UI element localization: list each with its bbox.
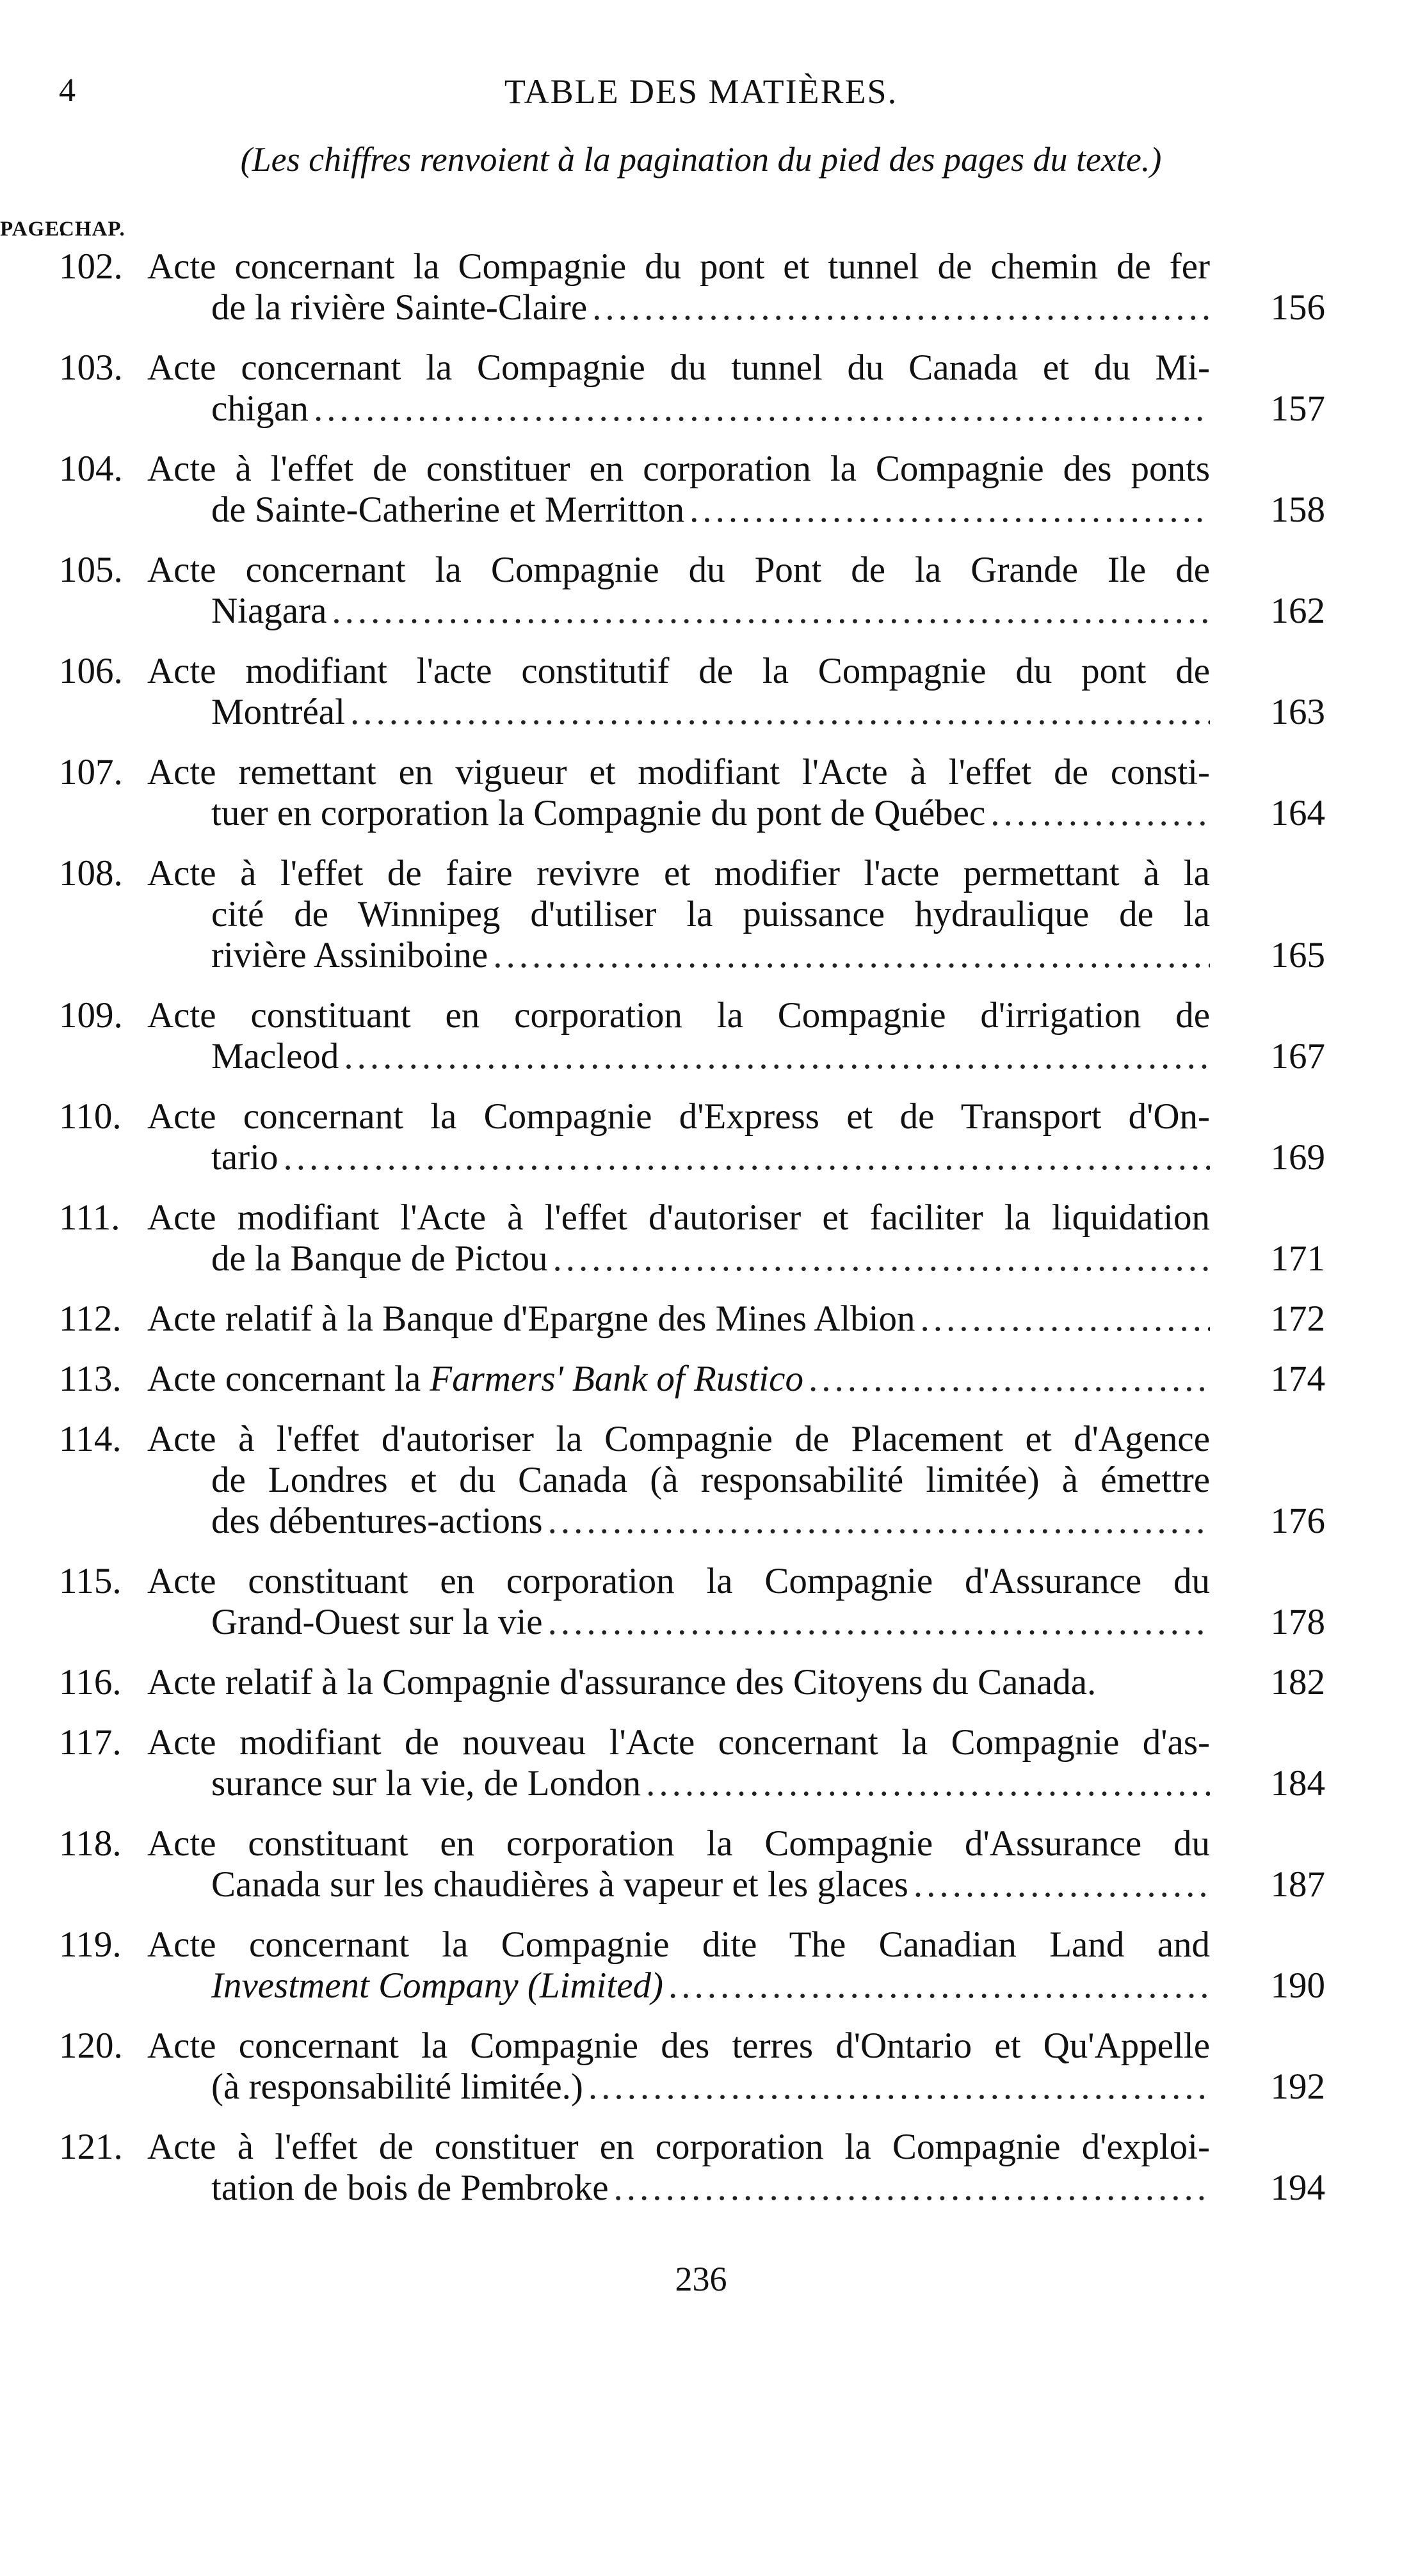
entry-title-italic: Farmers' Bank of Rustico <box>430 1359 803 1399</box>
page-reference: 163 <box>1270 692 1325 732</box>
page-reference: 184 <box>1270 1763 1325 1804</box>
entry-title-text: tation de bois de Pembroke <box>211 2168 609 2208</box>
entry-title-text: Acte relatif à la Banque d'Epargne des Mines Albion <box>147 1299 915 1339</box>
page-reference: 176 <box>1270 1501 1325 1541</box>
chapter-number: 105. <box>59 550 123 590</box>
entry-title-text: Acte relatif à la Compagnie d'assurance des Citoyens du Canada. <box>147 1662 1097 1702</box>
entry-title-text: des débentures-actions <box>211 1501 543 1541</box>
dot-leader <box>344 1036 1210 1077</box>
running-title: TABLE DES MATIÈRES. <box>504 72 898 111</box>
entry-title-last-line <box>147 1359 1210 1400</box>
dot-leader <box>646 1763 1210 1804</box>
entry-title-last-line <box>211 490 1210 531</box>
page-reference: 167 <box>1270 1036 1325 1076</box>
entry-title-text: Investment Company (Limited) <box>211 1965 664 2006</box>
entry-title-text: Niagara <box>211 591 327 631</box>
chapter-number: 103. <box>59 348 123 388</box>
page-reference: 172 <box>1270 1299 1325 1339</box>
entry-title-last-line <box>211 692 1210 733</box>
entry-title-line: Acte modifiant l'Acte à l'effet d'autoriser et faciliter la liquidation <box>147 1197 1210 1238</box>
entry-title-line: Acte concernant la Compagnie du Pont de la Grande Ile de <box>147 550 1210 590</box>
pagination-note: (Les chiffres renvoient à la pagination du pied des pages du texte.) <box>240 140 1162 179</box>
page-reference: 194 <box>1270 2168 1325 2208</box>
chapter-number: 115. <box>59 1561 122 1601</box>
entry-title-line: Acte concernant la Compagnie d'Express et de Transport d'On- <box>147 1096 1210 1137</box>
entry-title-text: (à responsabilité limitée.) <box>211 2067 583 2107</box>
chapter-number: 110. <box>59 1096 122 1137</box>
chapter-number: 114. <box>59 1419 122 1459</box>
page-reference: 164 <box>1270 793 1325 833</box>
entry-title-text: Acte concernant la <box>147 1359 421 1399</box>
entry-title-last-line <box>211 1965 1210 2006</box>
chapter-number: 117. <box>59 1722 122 1763</box>
page-reference: 156 <box>1270 287 1325 328</box>
chapter-number: 108. <box>59 853 123 893</box>
page-reference: 158 <box>1270 490 1325 530</box>
entry-title-last-line <box>211 1602 1210 1643</box>
entry-title-text: Grand-Ouest sur la vie <box>211 1602 543 1642</box>
page-reference: 190 <box>1270 1965 1325 2006</box>
entry-title-last-line <box>211 1501 1210 1542</box>
page-reference: 162 <box>1270 591 1325 631</box>
chapter-number: 104. <box>59 449 123 489</box>
entry-title-line: Acte concernant la Compagnie du pont et tunnel de chemin de fer <box>147 246 1210 287</box>
page-reference: 178 <box>1270 1602 1325 1642</box>
entry-title-last-line <box>211 1238 1210 1279</box>
entry-title-line: Acte concernant la Compagnie dite The Canadian Land and <box>147 1924 1210 1965</box>
page-reference: 174 <box>1270 1359 1325 1399</box>
chapter-number: 106. <box>59 651 123 691</box>
chapter-number: 102. <box>59 246 123 287</box>
chapter-number: 111. <box>59 1197 120 1238</box>
chapter-number: 118. <box>59 1823 122 1864</box>
entry-title-line: cité de Winnipeg d'utiliser la puissance hydraulique de la <box>211 894 1210 934</box>
dot-leader <box>592 287 1210 328</box>
entry-title-text: Macleod <box>211 1036 339 1076</box>
page-reference: 182 <box>1270 1662 1325 1702</box>
chapter-number: 109. <box>59 995 123 1036</box>
entry-title-text: tuer en corporation la Compagnie du pont de Québec <box>211 793 986 833</box>
entry-title-line: Acte modifiant de nouveau l'Acte concernant la Compagnie d'as- <box>147 1722 1210 1763</box>
page-number: 4 <box>59 72 76 109</box>
entry-title-line: Acte concernant la Compagnie des terres d'Ontario et Qu'Appelle <box>147 2026 1210 2066</box>
dot-leader <box>350 692 1210 733</box>
entry-title-line: Acte constituant en corporation la Compagnie d'Assurance du <box>147 1561 1210 1601</box>
entry-title-text: de la rivière Sainte-Claire <box>211 287 588 328</box>
dot-leader <box>332 591 1210 632</box>
page-header <box>0 72 1402 116</box>
page-reference: 187 <box>1270 1864 1325 1905</box>
entry-title-text: tario <box>211 1137 278 1178</box>
entry-title-line: Acte modifiant l'acte constitutif de la Compagnie du pont de <box>147 651 1210 691</box>
entry-title-line: Acte constituant en corporation la Compagnie d'Assurance du <box>147 1823 1210 1864</box>
dot-leader <box>548 1501 1210 1542</box>
entry-title-last-line <box>211 388 1210 429</box>
entry-title-line: Acte à l'effet de faire revivre et modifier l'acte permettant à la <box>147 853 1210 893</box>
dot-leader <box>614 2168 1210 2209</box>
chapter-number: 113. <box>59 1359 122 1399</box>
entry-title-text: de Sainte-Catherine et Merritton <box>211 490 685 530</box>
entry-title-line: Acte constituant en corporation la Compagnie d'irrigation de <box>147 995 1210 1036</box>
entry-title-text: Canada sur les chaudières à vapeur et les glaces <box>211 1864 908 1905</box>
entry-title-text: surance sur la vie, de London <box>211 1763 641 1804</box>
entry-title-last-line <box>211 793 1210 834</box>
entry-title-line: Acte à l'effet d'autoriser la Compagnie de Placement et d'Agence <box>147 1419 1210 1459</box>
dot-leader <box>689 490 1210 531</box>
entry-title-text: chigan <box>211 388 309 429</box>
entry-title-last-line <box>211 2067 1210 2108</box>
page-reference: 165 <box>1270 935 1325 975</box>
entry-title-last-line <box>147 1299 1210 1340</box>
dot-leader <box>283 1137 1210 1178</box>
dot-leader <box>588 2067 1210 2108</box>
dot-leader <box>914 1864 1210 1905</box>
page-column-heading: PAGE. <box>0 218 66 241</box>
entry-title-line: Acte à l'effet de constituer en corporation la Compagnie des ponts <box>147 449 1210 489</box>
dot-leader <box>548 1602 1210 1643</box>
page-reference: 157 <box>1270 388 1325 429</box>
dot-leader <box>990 793 1210 834</box>
dot-leader <box>493 935 1210 976</box>
page-reference: 171 <box>1270 1238 1325 1279</box>
entry-title-last-line <box>211 1864 1210 1905</box>
entry-title-line: de Londres et du Canada (à responsabilité limitée) à émettre <box>211 1460 1210 1500</box>
dot-leader <box>314 388 1210 429</box>
entry-title-last-line <box>211 1763 1210 1804</box>
entry-title-line: Acte à l'effet de constituer en corporation la Compagnie d'exploi- <box>147 2127 1210 2167</box>
chapter-number: 120. <box>59 2026 123 2066</box>
entry-title-last-line <box>211 2168 1210 2209</box>
entry-title-last-line <box>211 935 1210 976</box>
dot-leader <box>668 1965 1210 2006</box>
chapter-number: 121. <box>59 2127 123 2167</box>
entry-title-last-line <box>147 1662 1210 1703</box>
entry-title-last-line <box>211 287 1210 328</box>
page-reference: 192 <box>1270 2067 1325 2107</box>
chapter-column-heading: CHAP. <box>59 218 125 241</box>
entry-title-line: Acte remettant en vigueur et modifiant l'Acte à l'effet de consti- <box>147 752 1210 792</box>
entry-title-last-line <box>211 1036 1210 1077</box>
page-reference: 169 <box>1270 1137 1325 1178</box>
page-folio: 236 <box>675 2260 727 2298</box>
dot-leader <box>921 1299 1210 1340</box>
entry-title-line: Acte concernant la Compagnie du tunnel du Canada et du Mi- <box>147 348 1210 388</box>
chapter-number: 107. <box>59 752 123 792</box>
entry-title-text: rivière Assiniboine <box>211 935 488 975</box>
chapter-number: 116. <box>59 1662 122 1702</box>
chapter-number: 112. <box>59 1299 122 1339</box>
entry-title-text: Montréal <box>211 692 345 732</box>
entry-title-text: de la Banque de Pictou <box>211 1238 548 1279</box>
entry-title-last-line <box>211 1137 1210 1178</box>
dot-leader <box>553 1238 1210 1279</box>
chapter-number: 119. <box>59 1924 122 1965</box>
entry-title-last-line <box>211 591 1210 632</box>
dot-leader <box>809 1359 1210 1400</box>
